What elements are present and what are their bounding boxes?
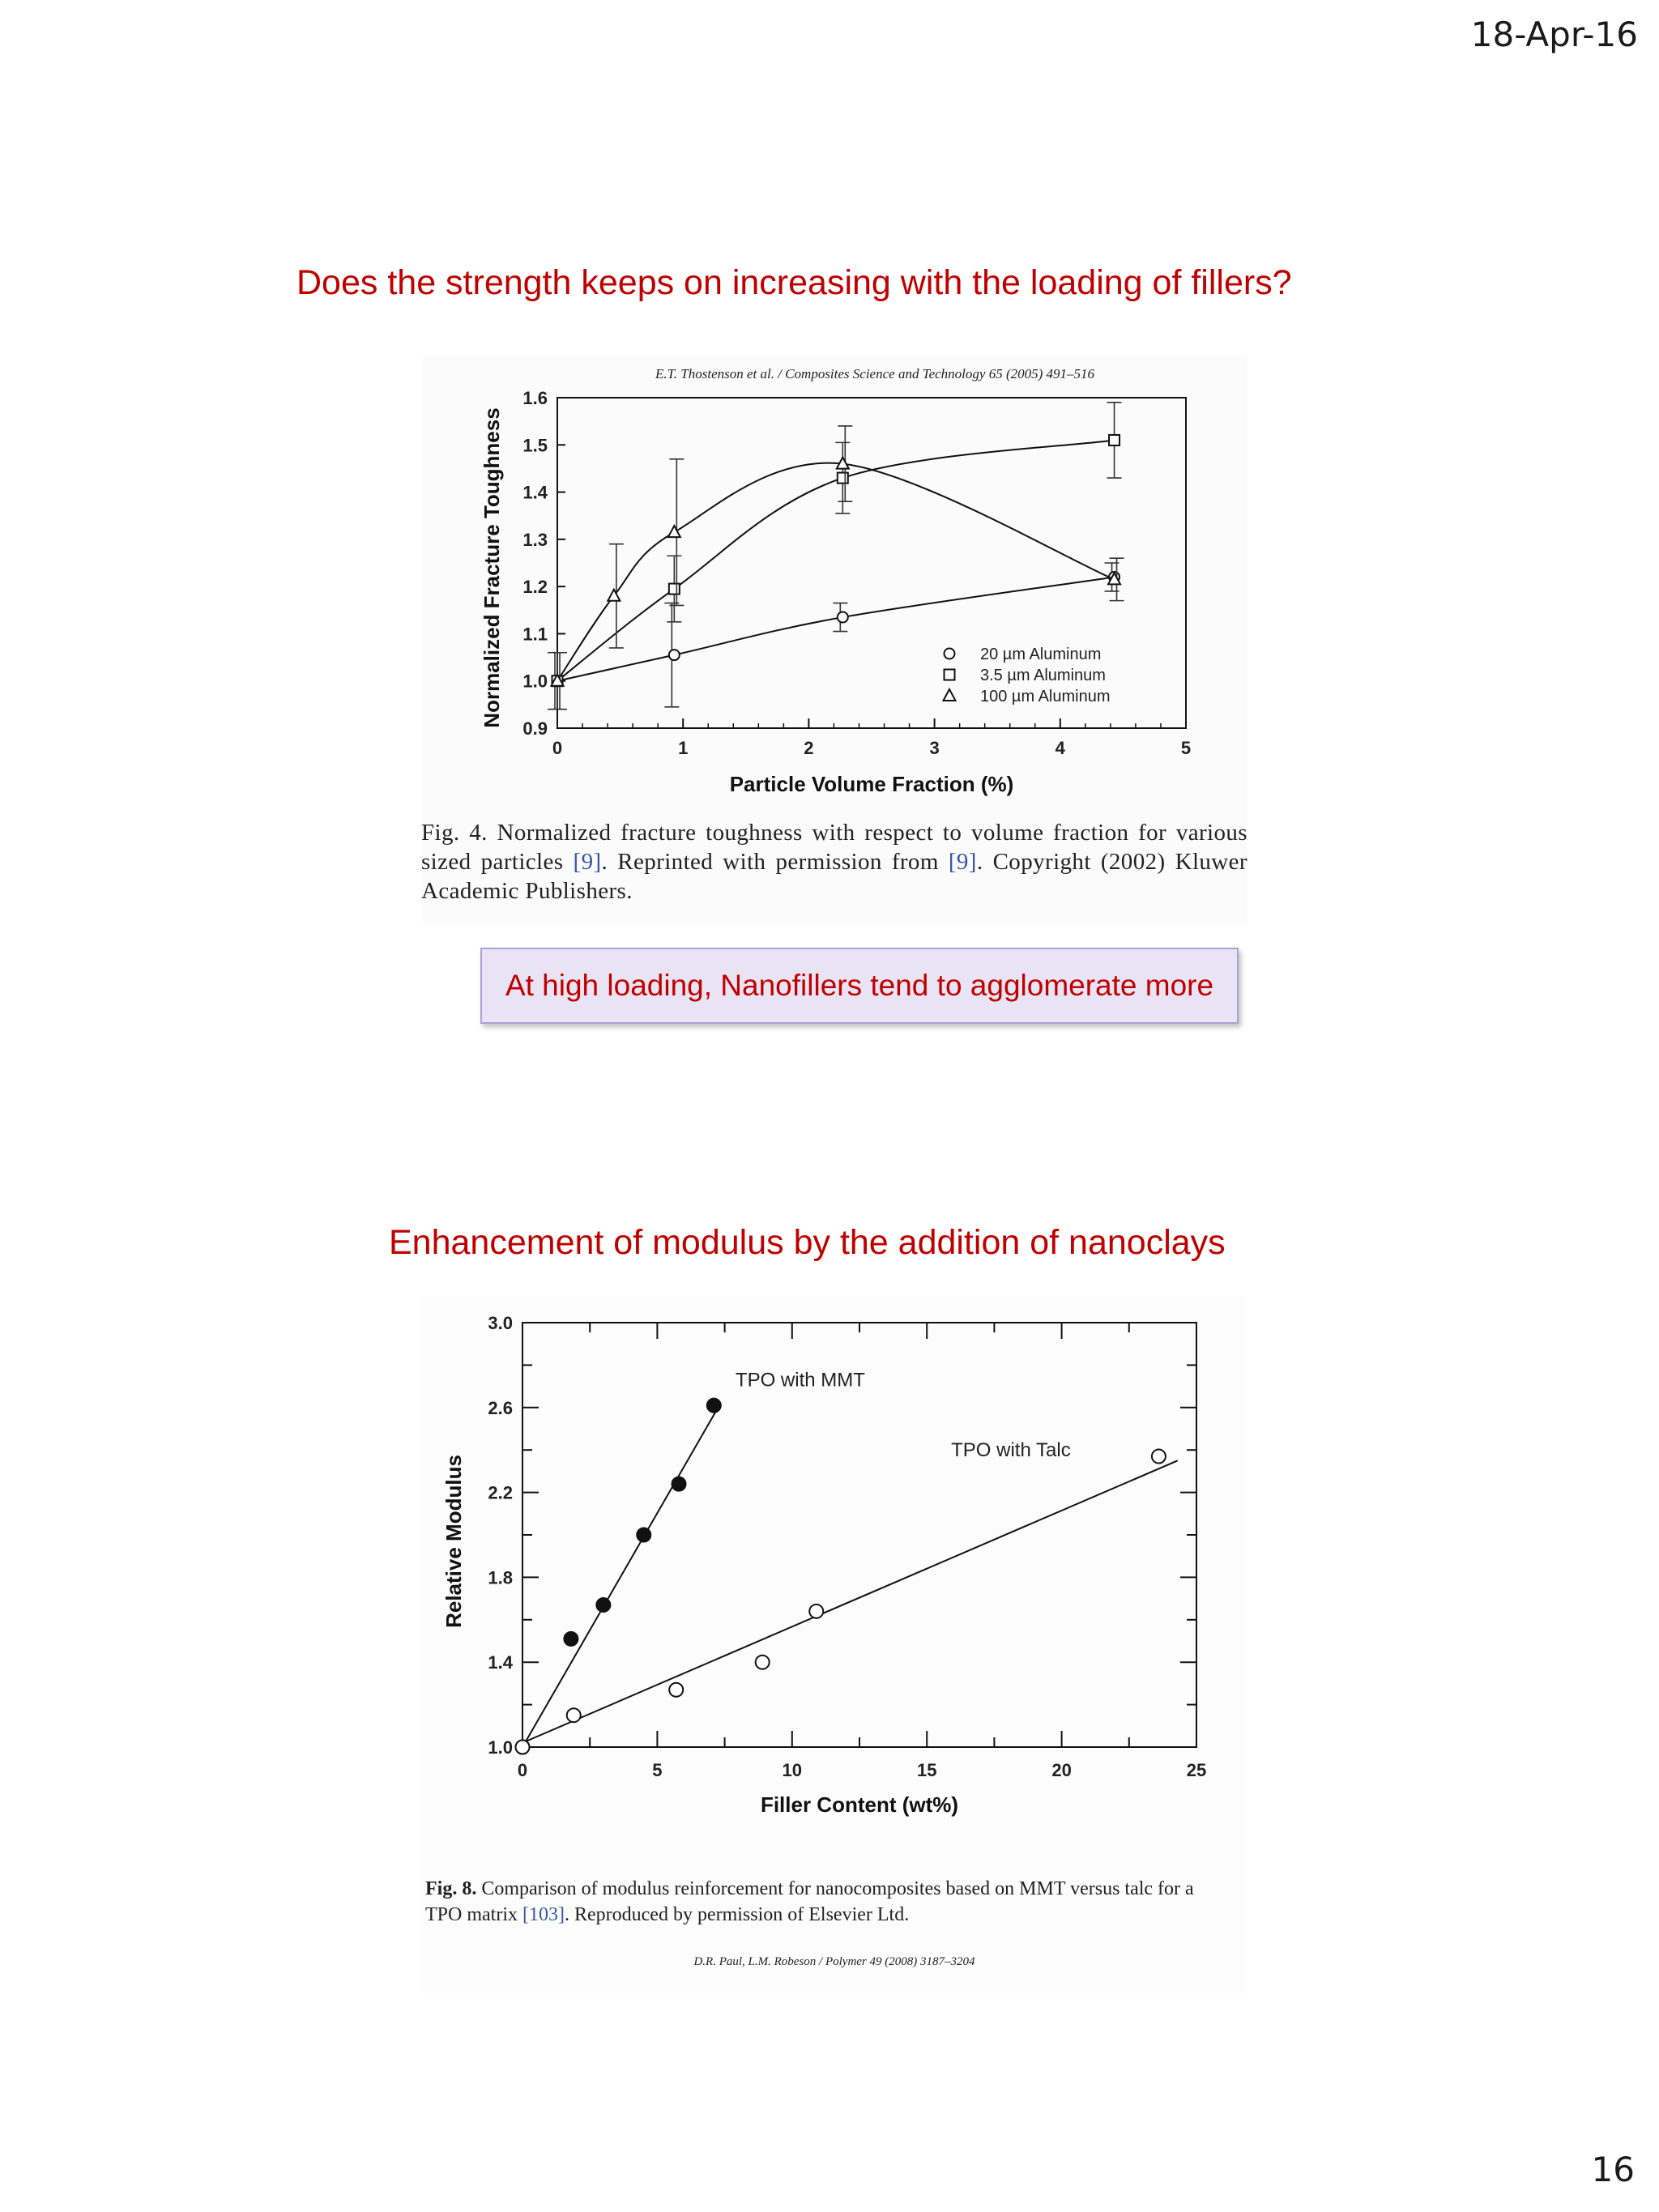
data-point-circle [669, 650, 680, 660]
x-tick-label: 10 [782, 1760, 803, 1780]
y-tick-label: 2.2 [488, 1482, 513, 1503]
caption-label: Fig. 4. [421, 820, 488, 846]
x-tick-label: 25 [1186, 1760, 1207, 1780]
x-axis-label: Filler Content (wt%) [760, 1792, 959, 1817]
data-point-circle [838, 612, 848, 623]
series-line-circle [557, 577, 1115, 680]
caption-text-end: . Copyright (2002) Kluwer Academic Publishers. [421, 849, 1247, 904]
slide-date: 18-Apr-16 [1470, 15, 1638, 54]
data-point-filled-circle [637, 1528, 650, 1542]
x-tick-label: 0 [552, 738, 563, 758]
figure-source-line: E.T. Thostenson et al. / Composites Science and Technology 65 (2005) 491–516 [655, 366, 1095, 381]
x-tick-label: 5 [652, 1760, 663, 1780]
relative-modulus-chart [421, 1296, 1247, 1879]
caption-text-mid: . Reprinted with permission from [601, 849, 949, 875]
figure-caption-modulus [425, 1876, 1227, 1928]
y-tick-label: 1.0 [488, 1737, 513, 1758]
figure-source-line: D.R. Paul, L.M. Robeson / Polymer 49 (2008) 3187–3204 [693, 1955, 975, 1968]
data-point-open-circle [669, 1683, 683, 1697]
y-tick-label: 1.8 [488, 1567, 513, 1588]
y-tick-label: 3.0 [488, 1313, 513, 1333]
fit-line-open-circle [522, 1460, 1178, 1742]
heading-strength-question: Does the strength keeps on increasing with the loading of fillers? [296, 263, 1292, 302]
y-tick-label: 1.0 [522, 671, 548, 692]
legend-label: 20 µm Aluminum [980, 646, 1102, 663]
caption-text: Comparison of modulus reinforcement for nanocomposites based on MMT versus talc for a TPO matrix [425, 1878, 1194, 1925]
caption-reference[interactable]: [9] [948, 849, 977, 875]
x-tick-label: 1 [678, 738, 689, 758]
x-tick-label: 2 [804, 738, 814, 758]
y-tick-label: 1.4 [522, 482, 548, 503]
caption-label: Fig. 8. [425, 1878, 477, 1899]
y-tick-label: 1.2 [522, 577, 548, 598]
x-tick-label: 3 [929, 738, 940, 758]
data-point-open-circle [516, 1741, 530, 1754]
data-point-open-circle [809, 1605, 823, 1618]
x-tick-label: 15 [916, 1760, 937, 1780]
y-axis-label: Relative Modulus [441, 1455, 466, 1628]
y-tick-label: 1.6 [522, 388, 548, 408]
series-annotation-talc: TPO with Talc [951, 1439, 1071, 1462]
figure-fracture-toughness [421, 356, 1247, 923]
data-point-open-circle [567, 1708, 581, 1722]
legend-marker-circle [945, 649, 955, 659]
series-annotation-mmt: TPO with MMT [735, 1369, 865, 1392]
callout-text: At high loading, Nanofillers tend to agglomerate more [505, 969, 1214, 1002]
y-axis-label: Normalized Fracture Toughness [480, 407, 504, 728]
legend-label: 3.5 µm Aluminum [980, 667, 1106, 684]
data-point-filled-circle [707, 1399, 721, 1413]
data-point-open-circle [756, 1656, 770, 1669]
data-point-triangle [668, 526, 680, 537]
agglomeration-callout [480, 948, 1239, 1024]
figure-caption-fracture [421, 818, 1247, 906]
fracture-toughness-chart [421, 356, 1247, 810]
data-point-square [1109, 435, 1120, 445]
figure-relative-modulus [421, 1296, 1247, 1993]
caption-text-end: . Reproduced by permission of Elsevier Ltd. [564, 1904, 910, 1925]
x-tick-label: 5 [1180, 738, 1192, 758]
x-tick-label: 20 [1051, 1760, 1072, 1780]
x-axis-label: Particle Volume Fraction (%) [729, 772, 1014, 796]
y-tick-label: 2.6 [488, 1397, 513, 1418]
heading-modulus-enhancement: Enhancement of modulus by the addition of nanoclays [389, 1223, 1226, 1262]
caption-text: Normalized fracture toughness with respect to volume fraction for various sized particles [421, 820, 1247, 875]
x-tick-label: 4 [1055, 738, 1065, 758]
legend-marker-square [945, 670, 955, 680]
data-point-filled-circle [596, 1598, 610, 1612]
y-tick-label: 1.1 [522, 624, 548, 645]
legend-marker-triangle [944, 689, 956, 701]
y-tick-label: 1.4 [488, 1652, 513, 1673]
caption-reference[interactable]: [9] [573, 849, 602, 875]
y-tick-label: 1.5 [522, 435, 548, 456]
data-point-square [838, 473, 848, 484]
y-tick-label: 1.3 [522, 529, 548, 550]
legend-label: 100 µm Aluminum [980, 688, 1111, 705]
page-number: 16 [1591, 2150, 1635, 2189]
data-point-filled-circle [564, 1632, 578, 1646]
data-point-square [669, 584, 680, 595]
x-tick-label: 0 [517, 1760, 528, 1780]
fit-line-filled-circle [522, 1405, 719, 1747]
y-tick-label: 0.9 [522, 718, 548, 739]
data-point-filled-circle [672, 1477, 686, 1491]
data-point-open-circle [1152, 1450, 1166, 1464]
caption-reference[interactable]: [103] [522, 1904, 565, 1925]
